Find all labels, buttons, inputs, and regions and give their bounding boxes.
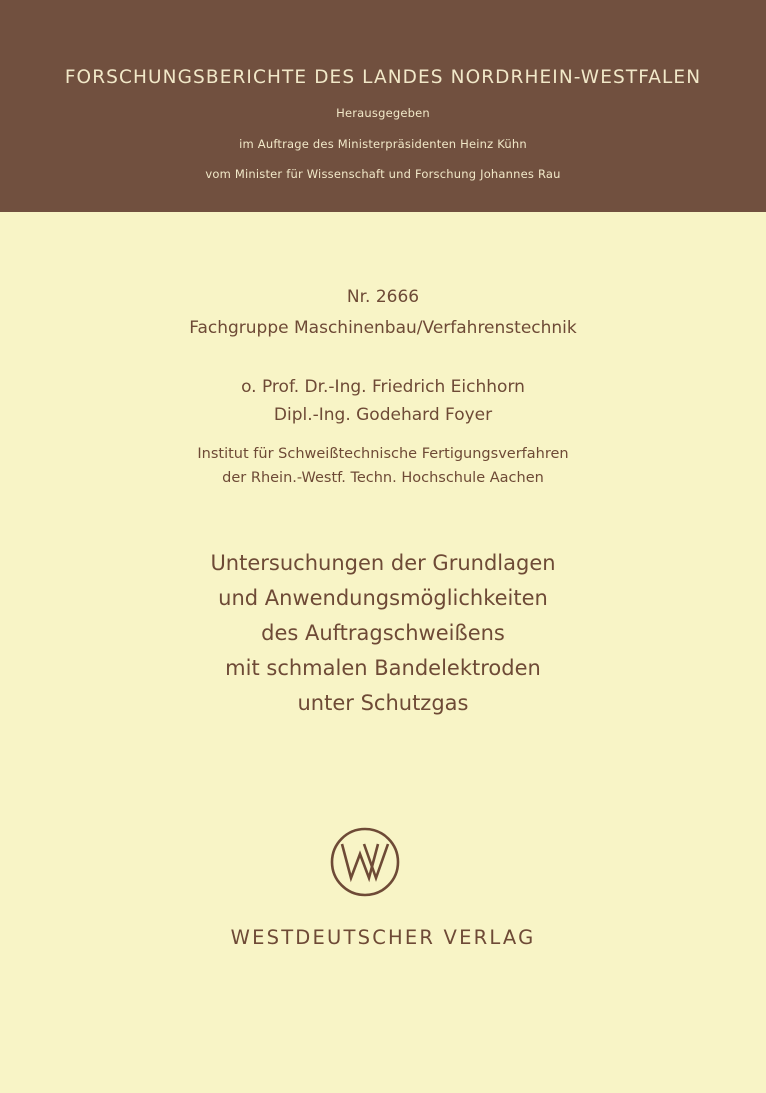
series-title: FORSCHUNGSBERICHTE DES LANDES NORDRHEIN-WESTFALEN [64, 67, 702, 88]
header-band [0, 0, 766, 212]
title-line-2: und Anwendungsmöglichkeiten [218, 586, 548, 610]
title-line-4: mit schmalen Bandelektroden [225, 656, 541, 680]
header-line-editor: Herausgegeben [336, 106, 430, 120]
institute-line-2: der Rhein.-Westf. Techn. Hochschule Aachen [222, 470, 544, 486]
wv-logo-icon [329, 826, 401, 898]
institute-line-1: Institut für Schweißtechnische Fertigungsverfahren [197, 446, 569, 462]
author-1: o. Prof. Dr.-Ing. Friedrich Eichhorn [241, 377, 525, 397]
fachgruppe: Fachgruppe Maschinenbau/Verfahrenstechnik [189, 318, 577, 338]
title-line-5: unter Schutzgas [297, 691, 469, 715]
title-line-3: des Auftragschweißens [261, 621, 505, 645]
header-line-minister: vom Minister für Wissenschaft und Forschung Johannes Rau [205, 167, 561, 181]
book-title [0, 546, 766, 721]
header-line-commission: im Auftrage des Ministerpräsidenten Heinz Kühn [239, 137, 527, 151]
publisher-name: WESTDEUTSCHER VERLAG [230, 926, 536, 949]
title-line-1: Untersuchungen der Grundlagen [210, 551, 556, 575]
report-number: Nr. 2666 [346, 287, 420, 307]
author-2: Dipl.-Ing. Godehard Foyer [273, 405, 493, 425]
